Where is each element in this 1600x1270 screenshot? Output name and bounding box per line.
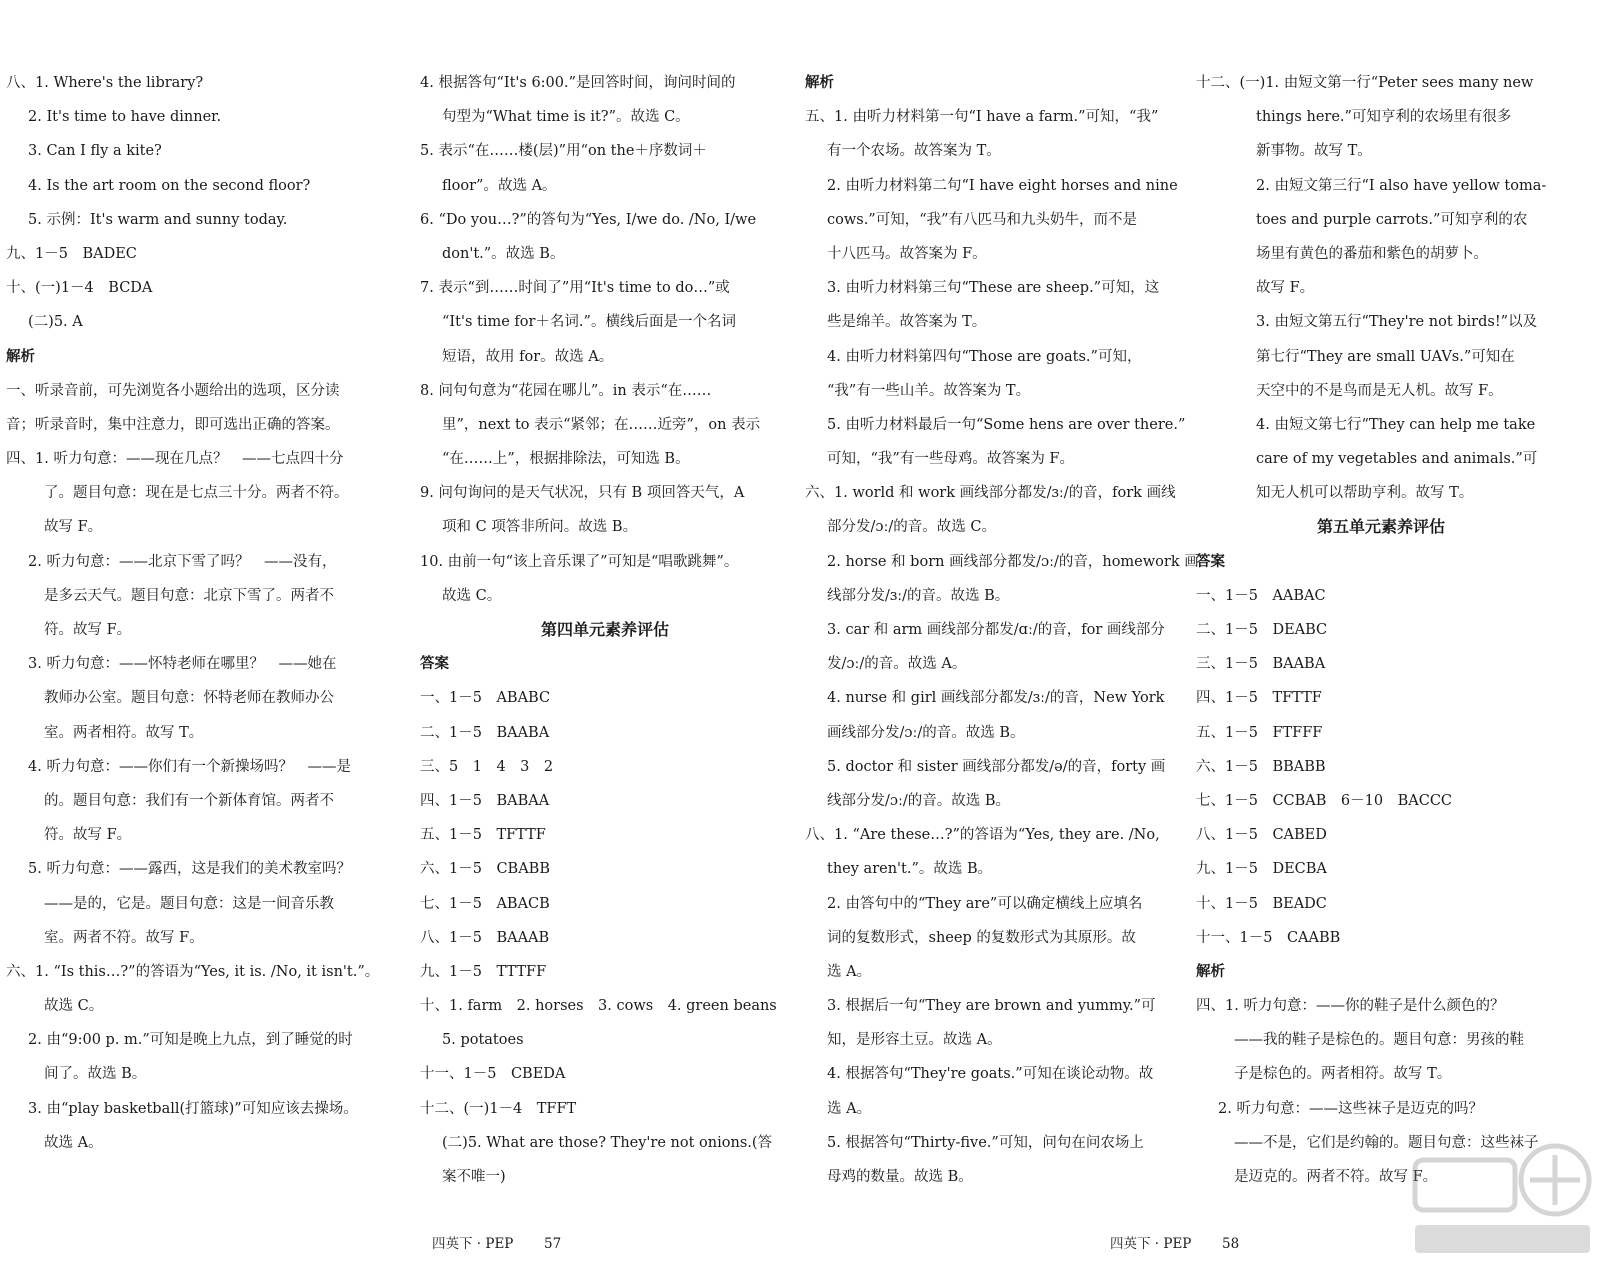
text-line: 3. 根据后一句“They are brown and yummy.”可 — [827, 998, 1156, 1015]
text-line: “我”有一些山羊。故答案为 T。 — [827, 382, 1031, 399]
text-line: 4. Is the art room on the second floor? — [28, 177, 311, 194]
text-line: 六、1. world 和 work 画线部分都发/ɜː/的音，fork 画线 — [805, 485, 1176, 502]
text-line: 第五单元素养评估 — [1316, 517, 1445, 537]
text-line: 六、1. “Is this…?”的答语为“Yes, it is. /No, it isn't.”。 — [6, 963, 380, 980]
text-line: cows.”可知，“我”有八匹马和九头奶牛，而不是 — [827, 211, 1138, 228]
text-line: 答案 — [420, 655, 449, 673]
text-line: 选 A。 — [827, 1100, 872, 1117]
text-line: 8. 问句句意为“花园在哪儿”。in 表示“在…… — [420, 382, 712, 399]
text-line: 四、1. 听力句意：——现在几点？ ——七点四十分 — [6, 451, 344, 468]
text-line: 是迈克的。两者不符。故写 F。 — [1234, 1169, 1438, 1185]
text-line: 知无人机可以帮助亨利。故写 T。 — [1256, 485, 1474, 502]
text-line: 7. 表示“到……时间了”用“It's time to do…”或 — [420, 280, 730, 297]
text-line: 5. 表示“在……楼(层)”用“on the＋序数词＋ — [420, 143, 707, 160]
text-line: 室。两者相符。故写 T。 — [44, 724, 204, 741]
text-line: 2. horse 和 born 画线部分都发/ɔː/的音，homework 画 — [827, 553, 1199, 570]
text-line: 的。题目句意：我们有一个新体育馆。两者不 — [44, 792, 334, 809]
text-line: 4. 听力句意：——你们有一个新操场吗？ ——是 — [28, 758, 351, 775]
text-line: 故写 F。 — [1256, 280, 1315, 297]
text-line: 4. nurse 和 girl 画线部分都发/ɜː/的音，New York — [827, 690, 1165, 707]
text-line: 十二、(一)1－4 TFFT — [420, 1100, 577, 1117]
text-line: 符。故写 F。 — [44, 622, 132, 638]
text-line: 可知，“我”有一些母鸡。故答案为 F。 — [827, 451, 1074, 468]
footer-left — [432, 1232, 561, 1252]
text-line: 案不唯一) — [442, 1169, 506, 1185]
watermark-logo — [1405, 1140, 1595, 1260]
text-line: 六、1－5 CBABB — [420, 861, 550, 878]
text-line: 八、1－5 CABED — [1196, 827, 1327, 844]
text-line: 四、1. 听力句意：——你的鞋子是什么颜色的？ — [1196, 998, 1505, 1015]
text-line: 第四单元素养评估 — [540, 620, 669, 639]
text-line: 2. 听力句意：——北京下雪了吗？ ——没有， — [28, 553, 337, 570]
text-line: 九、1－5 TTTFF — [420, 963, 547, 980]
text-line: 子是棕色的。两者相符。故写 T。 — [1234, 1066, 1452, 1083]
text-line: they aren't.”。故选 B。 — [827, 861, 993, 878]
text-line: 2. 由答句中的“They are”可以确定横线上应填名 — [827, 895, 1143, 912]
text-line: 五、1－5 FTFFF — [1196, 724, 1323, 741]
text-line: 一、1－5 AABAC — [1196, 587, 1326, 604]
text-line: 3. car 和 arm 画线部分都发/ɑː/的音，for 画线部分 — [827, 622, 1165, 638]
text-line: 一、1－5 ABABC — [420, 690, 551, 707]
text-line: toes and purple carrots.”可知亨利的农 — [1256, 211, 1528, 228]
text-line: 天空中的不是鸟而是无人机。故写 F。 — [1256, 382, 1503, 399]
text-line: 音；听录音时，集中注意力，即可选出正确的答案。 — [6, 416, 340, 433]
column-1 — [6, 66, 380, 1160]
text-line: 二、1－5 DEABC — [1196, 622, 1328, 638]
text-line: 2. 由听力材料第二句“I have eight horses and nine — [827, 177, 1178, 194]
text-line: ——不是，它们是约翰的。题目句意：这些袜子 — [1234, 1134, 1539, 1151]
text-line: 场里有黄色的番茄和紫色的胡萝卜。 — [1256, 245, 1488, 262]
text-line: 三、1－5 BAABA — [1196, 656, 1326, 673]
text-line: 2. 由“9:00 p. m.”可知是晚上九点，到了睡觉的时 — [28, 1032, 353, 1049]
text-line: 3. 由“play basketball(打篮球)”可知应该去操场。 — [28, 1100, 358, 1117]
text-line: 十二、(一)1. 由短文第一行“Peter sees many new — [1196, 75, 1534, 91]
text-line: 线部分发/ɔː/的音。故选 B。 — [827, 792, 1011, 809]
text-line: 七、1－5 ABACB — [420, 895, 550, 912]
footer-right — [1110, 1232, 1239, 1252]
text-line: 八、1－5 BAAAB — [420, 929, 550, 946]
text-line: 3. Can I fly a kite? — [28, 143, 162, 160]
text-line: (二)5. A — [28, 314, 83, 331]
text-line: 十、1. farm 2. horses 3. cows 4. green beans — [420, 998, 777, 1015]
text-line: 9. 问句询问的是天气状况，只有 B 项回答天气，A — [420, 485, 745, 502]
text-line: 4. 根据答句“They're goats.”可知在谈论动物。故 — [827, 1066, 1154, 1083]
column-3 — [805, 66, 1199, 1194]
text-line: 了。题目句意：现在是七点三十分。两者不符。 — [44, 485, 349, 502]
text-line: 二、1－5 BAABA — [420, 724, 550, 741]
text-line: care of my vegetables and animals.”可 — [1256, 451, 1538, 468]
footer-right-grade: 四英下 · PEP — [1110, 1236, 1192, 1252]
text-line: 教师办公室。题目句意：怀特老师在教师办公 — [44, 690, 334, 707]
text-line: ——是的，它是。题目句意：这是一间音乐教 — [44, 895, 334, 912]
text-line: 5. 根据答句“Thirty-five.”可知，问句在问农场上 — [827, 1134, 1144, 1151]
text-line: 答案 — [1196, 552, 1225, 570]
text-line: 里”，next to 表示“紧邻；在……近旁”，on 表示 — [442, 416, 761, 433]
text-line: 八、1. “Are these…?”的答语为“Yes, they are. /No, — [805, 827, 1160, 844]
text-line: 解析 — [1196, 962, 1225, 980]
column-4 — [1196, 66, 1566, 1194]
text-line: 3. 由短文第五行“They're not birds!”以及 — [1256, 314, 1538, 331]
text-line: 故选 C。 — [442, 587, 502, 604]
column-2 — [420, 66, 790, 1194]
text-line: 5. 听力句意：——露西，这是我们的美术教室吗？ — [28, 861, 351, 878]
text-line: 解析 — [805, 74, 834, 91]
text-line: 选 A。 — [827, 963, 872, 980]
text-line: 四、1－5 TFTTF — [1196, 690, 1322, 707]
text-line: 室。两者不符。故写 F。 — [44, 929, 204, 946]
text-line: 故写 F。 — [44, 519, 103, 536]
footer-right-page: 58 — [1222, 1236, 1240, 1252]
text-line: 符。故写 F。 — [44, 827, 132, 844]
text-line: floor”。故选 A。 — [442, 177, 557, 194]
text-line: 发/ɔː/的音。故选 A。 — [827, 656, 967, 673]
text-line: 十一、1－5 CBEDA — [420, 1066, 566, 1083]
text-line: 新事物。故写 T。 — [1256, 143, 1372, 160]
text-line: “It's time for＋名词.”。横线后面是一个名词 — [442, 314, 736, 331]
text-line: 4. 根据答句“It's 6:00.”是回答时间，询问时间的 — [420, 75, 736, 91]
text-line: 故选 C。 — [44, 998, 104, 1015]
text-line: 短语，故用 for。故选 A。 — [442, 348, 614, 365]
text-line: 4. 由听力材料第四句“Those are goats.”可知， — [827, 348, 1142, 365]
text-line: 九、1－5 DECBA — [1196, 861, 1327, 878]
text-line: 母鸡的数量。故选 B。 — [827, 1169, 973, 1185]
text-line: 5. 示例：It's warm and sunny today. — [28, 211, 288, 228]
text-line: 第七行“They are small UAVs.”可知在 — [1256, 348, 1515, 365]
text-line: 十、1－5 BEADC — [1196, 895, 1327, 912]
text-line: 2. 由短文第三行“I also have yellow toma- — [1256, 177, 1547, 194]
text-line: 词的复数形式，sheep 的复数形式为其原形。故 — [827, 929, 1136, 946]
text-line: 十八匹马。故答案为 F。 — [827, 245, 987, 262]
text-line: 4. 由短文第七行“They can help me take — [1256, 416, 1536, 433]
text-line: 七、1－5 CCBAB 6－10 BACCC — [1196, 792, 1453, 809]
text-line: 十一、1－5 CAABB — [1196, 929, 1341, 946]
text-line: 项和 C 项答非所问。故选 B。 — [442, 519, 638, 536]
text-line: 知，是形容土豆。故选 A。 — [827, 1032, 1002, 1049]
text-line: 三、5 1 4 3 2 — [420, 758, 554, 775]
text-line: 五、1. 由听力材料第一句“I have a farm.”可知，“我” — [805, 109, 1159, 126]
text-line: 九、1－5 BADEC — [6, 245, 137, 262]
text-line: 六、1－5 BBABB — [1196, 758, 1326, 775]
text-line: 五、1－5 TFTTF — [420, 827, 546, 844]
text-line: 解析 — [6, 347, 35, 365]
text-line: 6. “Do you…?”的答句为“Yes, I/we do. /No, I/we — [420, 211, 757, 228]
footer-left-page: 57 — [544, 1236, 562, 1252]
text-line: 3. 听力句意：——怀特老师在哪里？ ——她在 — [28, 656, 337, 673]
text-line: 一、听录音前，可先浏览各小题给出的选项，区分读 — [6, 382, 340, 399]
text-line: 10. 由前一句“该上音乐课了”可知是“唱歌跳舞”。 — [420, 553, 739, 570]
text-line: things here.”可知亨利的农场里有很多 — [1256, 109, 1512, 126]
text-line: 十、(一)1－4 BCDA — [6, 280, 153, 297]
text-line: 句型为“What time is it?”。故选 C。 — [442, 109, 690, 126]
text-line: 有一个农场。故答案为 T。 — [827, 143, 1001, 160]
text-line: don't.”。故选 B。 — [442, 245, 565, 262]
text-line: “在……上”，根据排除法，可知选 B。 — [442, 451, 690, 468]
text-line: 2. 听力句意：——这些袜子是迈克的吗？ — [1218, 1100, 1483, 1117]
text-line: ——我的鞋子是棕色的。题目句意：男孩的鞋 — [1234, 1032, 1524, 1049]
text-line: 5. potatoes — [442, 1032, 524, 1049]
text-line: 故选 A。 — [44, 1134, 103, 1151]
text-line: 线部分发/ɜː/的音。故选 B。 — [827, 587, 1010, 604]
text-line: 四、1－5 BABAA — [420, 792, 550, 809]
text-line: 5. 由听力材料最后一句“Some hens are over there.” — [827, 416, 1186, 433]
text-line: 2. It's time to have dinner. — [28, 109, 222, 126]
text-line: (二)5. What are those? They're not onions.(答 — [442, 1134, 773, 1151]
text-line: 间了。故选 B。 — [44, 1066, 147, 1083]
text-line: 画线部分发/ɔː/的音。故选 B。 — [827, 724, 1025, 741]
footer-left-grade: 四英下 · PEP — [432, 1236, 514, 1252]
text-line: 部分发/ɔː/的音。故选 C。 — [827, 519, 996, 536]
text-line: 些是绵羊。故答案为 T。 — [827, 314, 987, 331]
text-line: 3. 由听力材料第三句“These are sheep.”可知，这 — [827, 280, 1160, 297]
text-line: 5. doctor 和 sister 画线部分都发/ə/的音，forty 画 — [827, 758, 1166, 775]
text-line: 八、1. Where's the library? — [6, 75, 204, 91]
text-line: 是多云天气。题目句意：北京下雪了。两者不 — [44, 587, 334, 604]
